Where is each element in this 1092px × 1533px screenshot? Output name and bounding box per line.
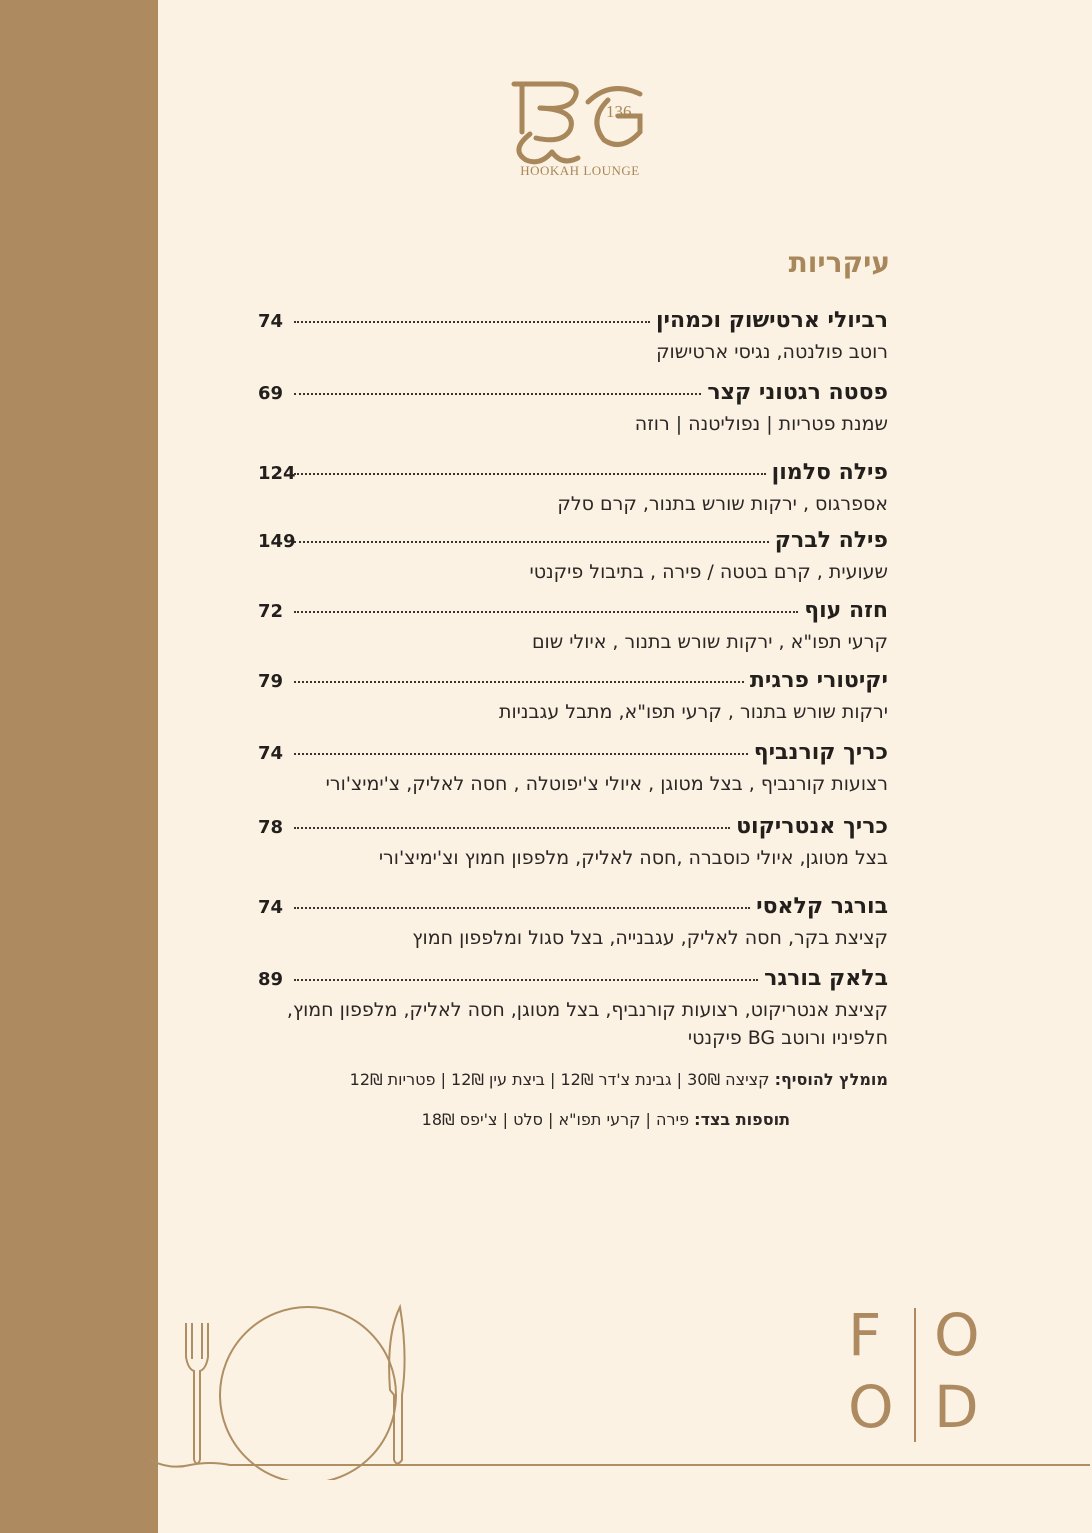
item-name: כריך קורנביף (753, 740, 888, 765)
item-price: 89 (258, 969, 284, 990)
item-name: בורגר קלאסי (756, 894, 888, 919)
item-description: שמנת פטריות | נפוליטנה | רוזה (634, 413, 888, 435)
dotted-leader (294, 393, 701, 395)
sidebar-band (0, 0, 158, 1533)
dotted-leader (294, 753, 748, 755)
item-description: רצועות קורנביף , בצל מטוגן , איולי צ'יפוטלה , חסה לאליק, צ'ימיצ'ורי (325, 773, 888, 795)
item-price: 124 (258, 463, 296, 484)
item-description: אספרגוס , ירקות שורש בתנור, קרם סלק (557, 493, 888, 515)
menu-item (258, 460, 888, 518)
item-price: 72 (258, 601, 284, 622)
menu-item (258, 966, 888, 1052)
menu-item (258, 308, 888, 366)
item-name: פסטה רגטוני קצר (707, 380, 888, 405)
item-name: חזה עוף (804, 598, 888, 623)
item-price: 74 (258, 897, 284, 918)
food-wordmark (842, 1300, 992, 1445)
menu-item (258, 380, 888, 438)
item-name: פילה לברק (774, 528, 888, 553)
dotted-leader (294, 827, 730, 829)
item-name: כריך אנטריקוט (736, 814, 888, 839)
logo-subtitle: HOOKAH LOUNGE (520, 163, 640, 178)
item-price: 74 (258, 743, 284, 764)
food-letter: F (848, 1301, 882, 1369)
section-title: עיקריות (788, 246, 890, 279)
item-description: קציצת בקר, חסה לאליק, עגבנייה, בצל סגול ומלפפון חמוץ (412, 927, 888, 949)
food-divider (914, 1308, 916, 1442)
dotted-leader (294, 321, 650, 323)
item-price: 74 (258, 311, 284, 332)
item-price: 78 (258, 817, 284, 838)
food-letter: O (934, 1301, 980, 1369)
dotted-leader (294, 541, 769, 543)
sides-text: פירה | קרעי תפו"א | סלט | צ'יפס 18₪ (421, 1110, 695, 1129)
item-price: 69 (258, 383, 284, 404)
item-description: ירקות שורש בתנור , קרעי תפו"א, מתבל עגבניות (499, 701, 888, 723)
dotted-leader (294, 611, 798, 613)
item-description: שעועית , קרם בטטה / פירה , בתיבול פיקנטי (529, 561, 888, 583)
item-price: 149 (258, 531, 296, 552)
item-description: רוטב פולנטה, נגיסי ארטישוק (656, 341, 888, 363)
item-name: פילה סלמון (771, 460, 888, 485)
dotted-leader (294, 979, 758, 981)
recommended-addons (350, 1070, 888, 1089)
recommended-text: קציצה 30₪ | גבינת צ'דר 12₪ | ביצת עין 12₪ | פטריות 12₪ (349, 1070, 775, 1089)
item-description: קרעי תפו"א , ירקות שורש בתנור , איולי שום (531, 631, 888, 653)
recommended-label: מומלץ להוסיף: (774, 1070, 888, 1089)
food-letter: D (934, 1373, 979, 1441)
sides-label: תוספות בצד: (694, 1110, 790, 1129)
food-letter: O (848, 1373, 894, 1441)
menu-item (258, 598, 888, 656)
item-name: בלאק בורגר (764, 966, 888, 991)
menu-item (258, 894, 888, 952)
dotted-leader (294, 907, 750, 909)
menu-item (258, 814, 888, 872)
logo-number: 136 (606, 102, 632, 121)
menu-item (258, 668, 888, 726)
dotted-leader (294, 473, 766, 475)
side-dishes (422, 1110, 790, 1129)
dotted-leader (294, 681, 744, 683)
item-price: 79 (258, 671, 284, 692)
item-description: קציצת אנטריקוט, רצועות קורנביף, בצל מטוגן, חסה לאליק, מלפפון חמוץ, חלפיניו ורוטב BG פיקנטי (286, 999, 888, 1049)
item-name: יקיטורי פרגית (749, 668, 888, 693)
menu-item (258, 528, 888, 586)
item-description: בצל מטוגן, איולי כוסברה ,חסה לאליק, מלפפון חמוץ וצ'ימיצ'ורי (378, 847, 888, 869)
menu-item (258, 740, 888, 798)
item-name: רביולי ארטישוק וכמהין (656, 308, 888, 333)
